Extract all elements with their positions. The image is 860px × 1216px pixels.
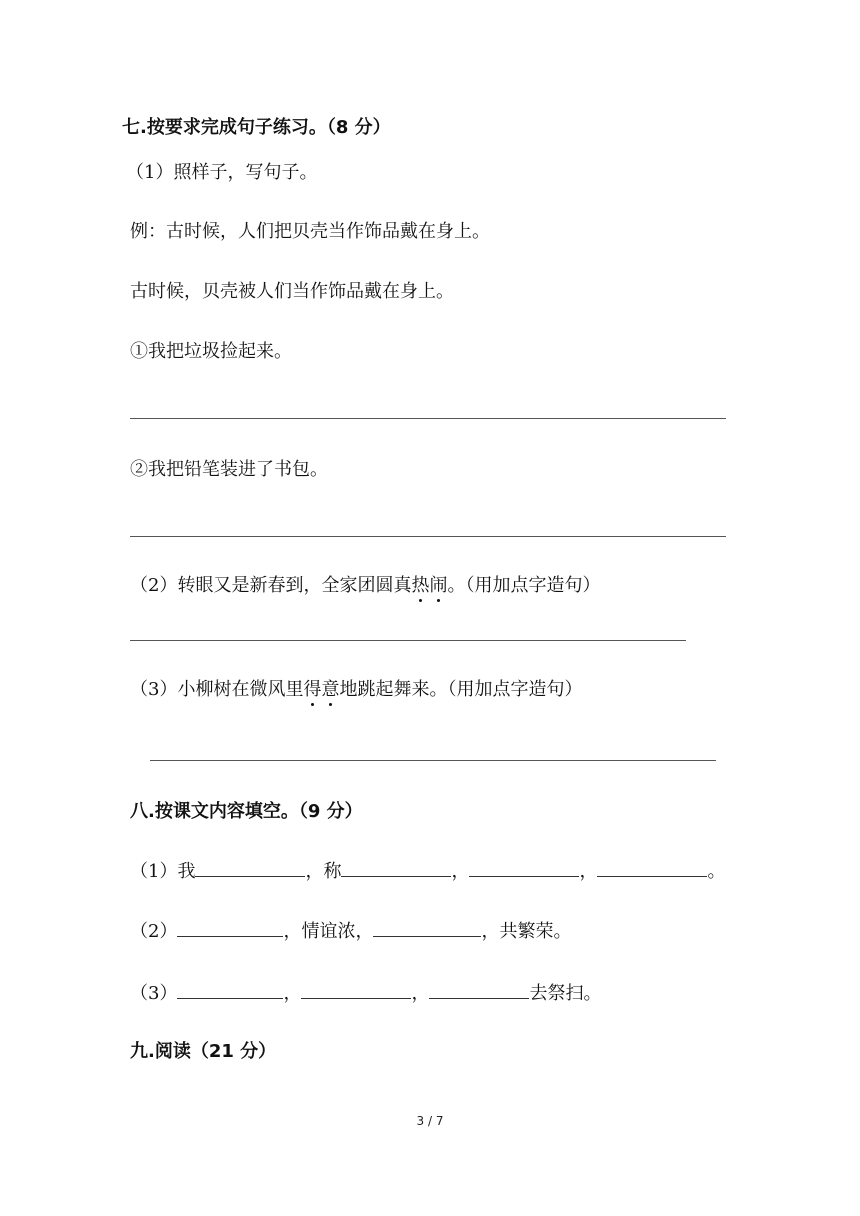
question-1-label: （1）照样子，写句子。 xyxy=(126,162,318,183)
blank-3c[interactable] xyxy=(429,980,529,999)
fill-in-3-text-d: 去祭扫。 xyxy=(529,983,602,1004)
fill-in-1-text-c: ， xyxy=(451,861,470,882)
blank-1b[interactable] xyxy=(341,858,451,877)
section-8-title: 八.按课文内容填空。（9 分） xyxy=(130,801,363,822)
fill-in-3-text-c: ， xyxy=(411,983,430,1004)
fill-in-3 xyxy=(130,980,601,1006)
fill-in-1-text-d: ， xyxy=(579,861,598,882)
question-2-instruction: 。（用加点字造句） xyxy=(447,575,601,596)
dotted-char-de: 得 xyxy=(303,679,322,700)
question-3-text: （3）小柳树在微风里 xyxy=(130,679,304,700)
question-3 xyxy=(130,678,582,702)
fill-in-2-text-c: ，共繁荣。 xyxy=(481,921,572,942)
example-sentence-1: 例：古时候，人们把贝壳当作饰品戴在身上。 xyxy=(130,221,490,242)
blank-1d[interactable] xyxy=(597,858,707,877)
fill-in-1-text-e: 。 xyxy=(707,861,726,882)
fill-in-3-text-a: （3） xyxy=(130,983,178,1004)
blank-2b[interactable] xyxy=(373,918,481,937)
blank-1a[interactable] xyxy=(195,858,305,877)
page-number: 3 / 7 xyxy=(416,1114,444,1128)
fill-in-2-text-b: ，情谊浓， xyxy=(283,921,374,942)
answer-line-3[interactable] xyxy=(130,640,686,641)
fill-in-2 xyxy=(130,918,571,944)
question-3-instruction: 地跳起舞来。（用加点字造句） xyxy=(339,679,583,700)
answer-line-1[interactable] xyxy=(130,418,726,419)
blank-3b[interactable] xyxy=(301,980,411,999)
section-7-title: 七.按要求完成句子练习。（8 分） xyxy=(122,117,391,138)
blank-3a[interactable] xyxy=(177,980,283,999)
dotted-char-re: 热 xyxy=(411,575,430,596)
question-2-text: （2）转眼又是新春到，全家团圆真 xyxy=(130,575,412,596)
example-sentence-2: 古时候，贝壳被人们当作饰品戴在身上。 xyxy=(130,281,454,302)
fill-in-1-text-b: ，称 xyxy=(305,861,342,882)
fill-in-1 xyxy=(130,858,725,884)
fill-in-3-text-b: ， xyxy=(283,983,302,1004)
blank-1c[interactable] xyxy=(469,858,579,877)
fill-in-2-text-a: （2） xyxy=(130,921,178,942)
answer-line-2[interactable] xyxy=(130,536,726,537)
dotted-char-yi: 意 xyxy=(321,679,340,700)
blank-2a[interactable] xyxy=(177,918,283,937)
dotted-char-nao: 闹 xyxy=(429,575,448,596)
exercise-item-2: ②我把铅笔装进了书包。 xyxy=(130,459,328,480)
section-9-title: 九.阅读（21 分） xyxy=(130,1041,277,1062)
exercise-item-1: ①我把垃圾捡起来。 xyxy=(130,341,292,362)
question-2 xyxy=(130,574,600,598)
fill-in-1-text-a: （1）我 xyxy=(130,861,196,882)
answer-line-4[interactable] xyxy=(150,760,716,761)
